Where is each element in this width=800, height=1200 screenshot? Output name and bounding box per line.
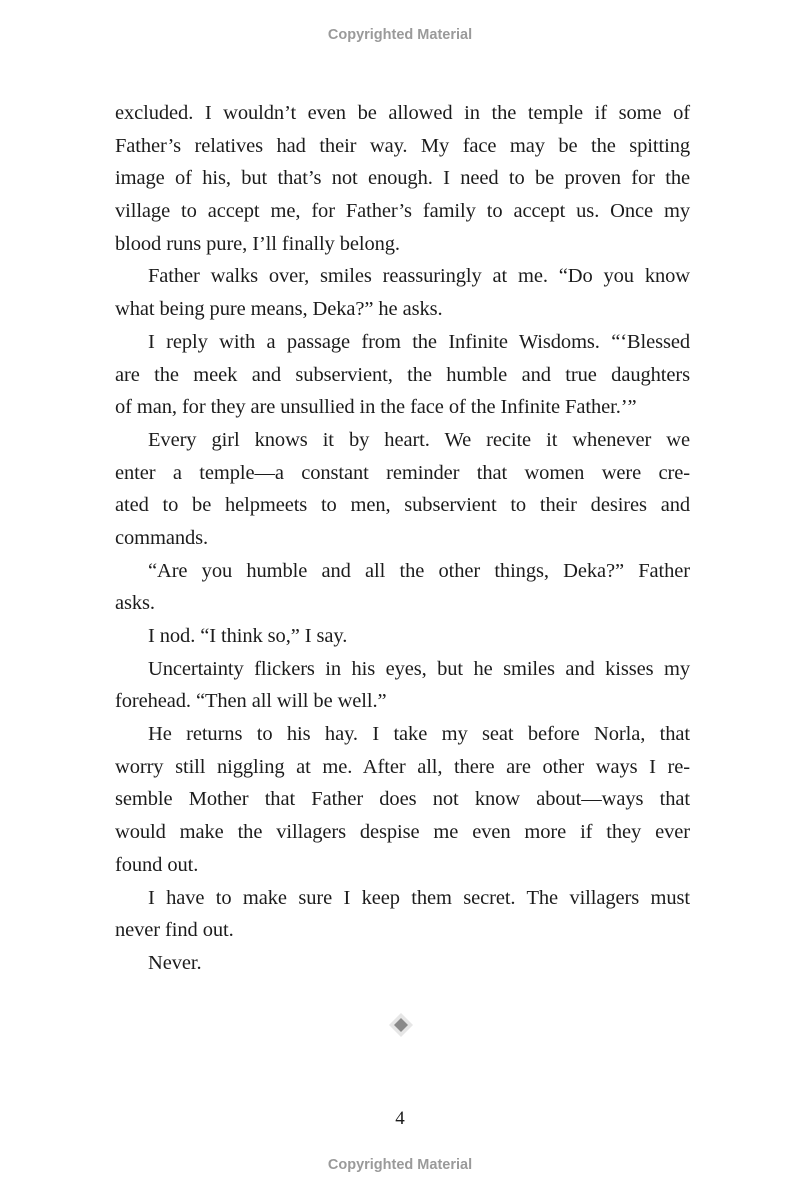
text-line: ated to be helpmeets to men, subservient to their desires and xyxy=(115,494,690,517)
paragraph xyxy=(115,97,690,260)
text-line: “Are you humble and all the other things, Deka?” Father xyxy=(148,559,690,582)
text-line: Every girl knows it by heart. We recite it whenever we xyxy=(148,428,690,451)
text-line: found out. xyxy=(115,853,199,876)
text-line: excluded. I wouldn’t even be allowed in the temple if some of xyxy=(115,102,690,124)
text-line: are the meek and subservient, the humble and true daughters xyxy=(115,363,690,386)
text-line: asks. xyxy=(115,592,155,615)
text-line: would make the villagers despise me even more if they ever xyxy=(115,821,690,844)
text-line: village to accept me, for Father’s family to accept us. Once my xyxy=(115,200,690,223)
paragraph xyxy=(115,326,690,424)
paragraph xyxy=(115,947,690,980)
text-line: worry still niggling at me. After all, there are other ways I re- xyxy=(115,755,690,778)
diamond-ornament-icon xyxy=(388,1012,414,1038)
text-line: forehead. “Then all will be well.” xyxy=(115,690,387,713)
text-line: Uncertainty flickers in his eyes, but he smiles and kisses my xyxy=(148,657,690,680)
paragraph xyxy=(115,653,690,718)
paragraph xyxy=(115,882,690,947)
text-line: of man, for they are unsullied in the face of the Infinite Father.’” xyxy=(115,396,637,419)
text-line: never find out. xyxy=(115,919,234,942)
text-line: blood runs pure, I’ll finally belong. xyxy=(115,232,400,255)
text-line: Never. xyxy=(148,951,202,974)
paragraph xyxy=(115,620,690,653)
text-line: image of his, but that’s not enough. I need to be proven for the xyxy=(115,167,690,190)
text-line: Father walks over, smiles reassuringly at me. “Do you know xyxy=(148,265,690,288)
paragraph xyxy=(115,260,690,325)
paragraph xyxy=(115,424,690,555)
text-line: enter a temple—a constant reminder that women were cre- xyxy=(115,461,690,484)
text-line: I nod. “I think so,” I say. xyxy=(148,625,348,647)
text-line: what being pure means, Deka?” he asks. xyxy=(115,298,443,321)
text-line: I have to make sure I keep them secret. The villagers must xyxy=(148,886,690,909)
copyright-watermark-top: Copyrighted Material xyxy=(327,27,473,43)
copyright-watermark-bottom: Copyrighted Material xyxy=(327,1157,473,1173)
page-number: 4 xyxy=(395,1108,405,1129)
text-line: semble Mother that Father does not know about—ways that xyxy=(115,788,690,811)
text-line: He returns to his hay. I take my seat before Norla, that xyxy=(148,723,690,746)
text-line: I reply with a passage from the Infinite Wisdoms. “‘Blessed xyxy=(148,330,690,353)
text-line: commands. xyxy=(115,526,209,549)
paragraph xyxy=(115,718,690,881)
text-line: Father’s relatives had their way. My face may be the spitting xyxy=(115,134,690,157)
body-text xyxy=(115,97,690,980)
paragraph xyxy=(115,555,690,620)
